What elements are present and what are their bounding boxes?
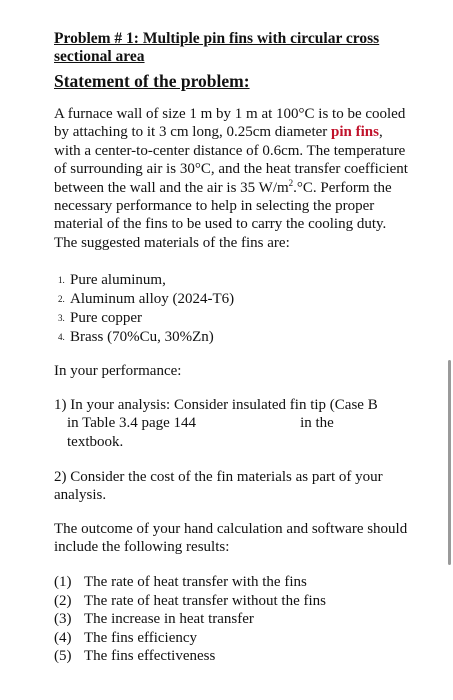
outcome-paragraph: The outcome of your hand calculation and software should include the following results: xyxy=(54,521,408,556)
item1-line1: 1) In your analysis: Consider insulated fin tip (Case B xyxy=(54,397,378,413)
result-text: The fins efficiency xyxy=(84,629,198,646)
result-item xyxy=(54,573,326,592)
material-item xyxy=(58,328,234,347)
problem-title-line1: Problem # 1: Multiple pin fins with circular cross xyxy=(54,30,380,47)
instruction-item-2: 2) Consider the cost of the fin materials as part of your analysis. xyxy=(54,469,383,504)
material-text: Pure aluminum, xyxy=(70,272,166,288)
result-item xyxy=(54,610,326,629)
result-text: The increase in heat transfer xyxy=(84,611,254,628)
material-item xyxy=(58,309,234,328)
result-item xyxy=(54,592,326,611)
result-text: The rate of heat transfer with the fins xyxy=(84,574,307,590)
material-number: 3. xyxy=(58,313,65,323)
results-list xyxy=(54,573,326,666)
instruction-item-1 xyxy=(54,396,414,451)
material-number: 2. xyxy=(58,294,65,304)
material-text: Aluminum alloy (2024-T6) xyxy=(70,291,235,307)
paragraph-part1: A furnace wall of size 1 m by 1 m at 100°C is to be cooled by attaching to it 3 cm long, 0.25cm diameter xyxy=(54,106,406,141)
result-number: (1) xyxy=(54,574,72,590)
material-item xyxy=(58,271,234,290)
result-number: (4) xyxy=(54,629,72,646)
problem-paragraph xyxy=(54,105,409,252)
result-text: The fins effectiveness xyxy=(84,648,216,665)
materials-list xyxy=(58,271,234,347)
material-number: 4. xyxy=(58,332,65,342)
vertical-scrollbar[interactable] xyxy=(448,360,451,565)
pin-fins-highlight: pin fins xyxy=(331,124,379,141)
result-number: (3) xyxy=(54,611,72,628)
result-item xyxy=(54,629,326,648)
paragraph-part2: , with a center-to-center distance of 0.6cm. The temperature of surrounding air is 30°C, and the heat transfer coefficient between the wall and the air is 35 W/m xyxy=(54,124,408,196)
material-number: 1. xyxy=(58,275,65,285)
material-item xyxy=(58,290,234,309)
result-number: (2) xyxy=(54,592,72,609)
item1-line2b: in the xyxy=(300,415,334,432)
item1-line3: textbook. xyxy=(67,433,124,450)
item1-line2 xyxy=(54,414,414,432)
item1-line2a: in Table 3.4 page 144 xyxy=(67,415,197,432)
problem-title-line2: sectional area xyxy=(54,48,145,65)
problem-title xyxy=(54,30,414,66)
superscript-two: 2 xyxy=(288,177,294,188)
performance-heading: In your performance: xyxy=(54,363,182,379)
title-block xyxy=(54,30,414,92)
material-text: Brass (70%Cu, 30%Zn) xyxy=(70,329,214,345)
result-item xyxy=(54,647,326,666)
paragraph-part3: .°C. Perform the necessary performance to help in selecting the proper material of the fins to be used to carry the cooling duty. The suggested materials of the fins are: xyxy=(54,179,392,251)
result-number: (5) xyxy=(54,648,72,665)
statement-heading: Statement of the problem: xyxy=(54,71,250,91)
material-text: Pure copper xyxy=(70,310,143,326)
result-text: The rate of heat transfer without the fins xyxy=(84,592,326,609)
